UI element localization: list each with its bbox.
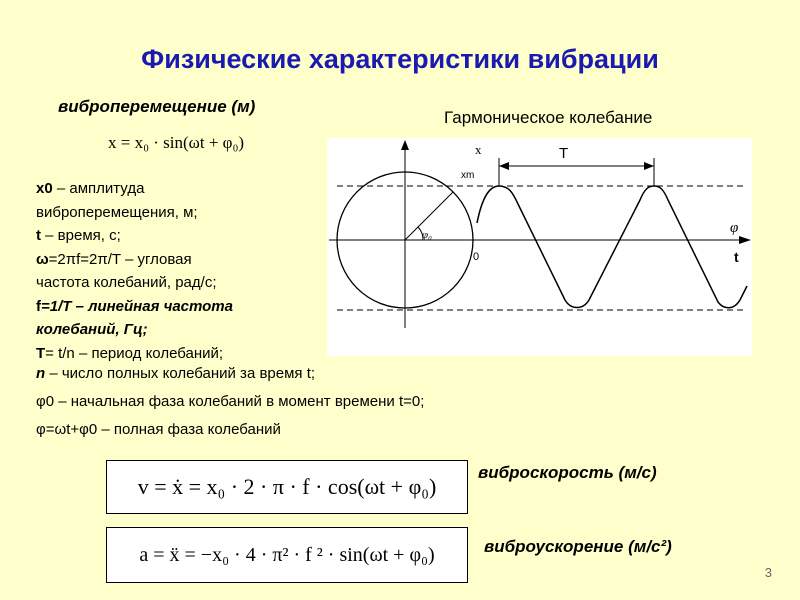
- definition-line-5: [36, 271, 233, 295]
- definition-symbol: t: [36, 227, 41, 244]
- definition-text: частота колебаний, рад/с;: [36, 274, 217, 291]
- page-number: 3: [764, 565, 772, 580]
- definition-line-9: [36, 365, 315, 382]
- phase0-label: φ₀: [422, 229, 432, 241]
- definition-line-8: [36, 342, 233, 366]
- definition-line-6: [36, 295, 233, 319]
- definition-text: колебаний, Гц;: [36, 321, 148, 338]
- harmonic-oscillation-graph: [327, 138, 752, 356]
- definition-symbol: n: [36, 365, 46, 382]
- definition-symbol: T: [36, 344, 46, 362]
- x-axis-label: x: [475, 142, 482, 157]
- definitions-list: [36, 177, 233, 365]
- time-axis-label: t: [734, 249, 739, 265]
- definition-line-10: [36, 393, 424, 410]
- amplitude-label: xm: [461, 170, 475, 181]
- definition-line-11: [36, 421, 281, 438]
- acceleration-formula: a = ẍ = −x₀ · 4 · π² · f ² · sin(ωt + φ₀): [139, 543, 435, 566]
- definition-line-2: [36, 201, 233, 225]
- definition-text: = t/n – период колебаний;: [45, 344, 224, 362]
- definition-line-4: [36, 248, 233, 272]
- definition-text: =1/T – линейная частота: [41, 297, 233, 315]
- velocity-formula-box: [106, 460, 468, 514]
- definition-line-1: [36, 177, 233, 201]
- definition-text: – время, с;: [41, 227, 121, 244]
- definition-text: =2πf=2π/T – угловая: [48, 250, 192, 268]
- phase-axis-label: φ: [730, 220, 739, 236]
- definition-text: виброперемещения, м;: [36, 203, 198, 221]
- definition-line-7: [36, 318, 233, 342]
- definition-text: – начальная фаза колебаний в момент времени t=0;: [54, 393, 425, 410]
- definition-symbol: x0: [36, 180, 53, 197]
- definition-text: – амплитуда: [52, 180, 145, 197]
- displacement-heading: виброперемещение (м): [58, 97, 256, 116]
- origin-label: 0: [473, 251, 480, 263]
- definition-text: =ωt+φ0 – полная фаза колебаний: [45, 421, 281, 438]
- harmonic-label: Гармоническое колебание: [444, 108, 653, 127]
- definition-symbol: ω: [36, 250, 49, 268]
- definition-text: – число полных колебаний за время t;: [45, 365, 316, 382]
- period-label: T: [559, 145, 569, 162]
- definition-symbol: f: [36, 297, 41, 315]
- velocity-formula: v = ẋ = x₀ · 2 · π · f · cos(ωt + φ₀): [137, 474, 437, 499]
- definition-symbol: φ: [36, 421, 46, 438]
- displacement-formula: x = x₀ · sin(ωt + φ₀): [108, 133, 245, 152]
- acceleration-formula-box: [106, 527, 468, 583]
- velocity-heading: виброскорость (м/с): [478, 463, 657, 482]
- definition-line-3: [36, 224, 233, 248]
- definition-symbol: φ0: [36, 393, 55, 410]
- acceleration-heading: виброускорение (м/с²): [484, 537, 672, 556]
- slide-title: Физические характеристики вибрации: [141, 44, 659, 74]
